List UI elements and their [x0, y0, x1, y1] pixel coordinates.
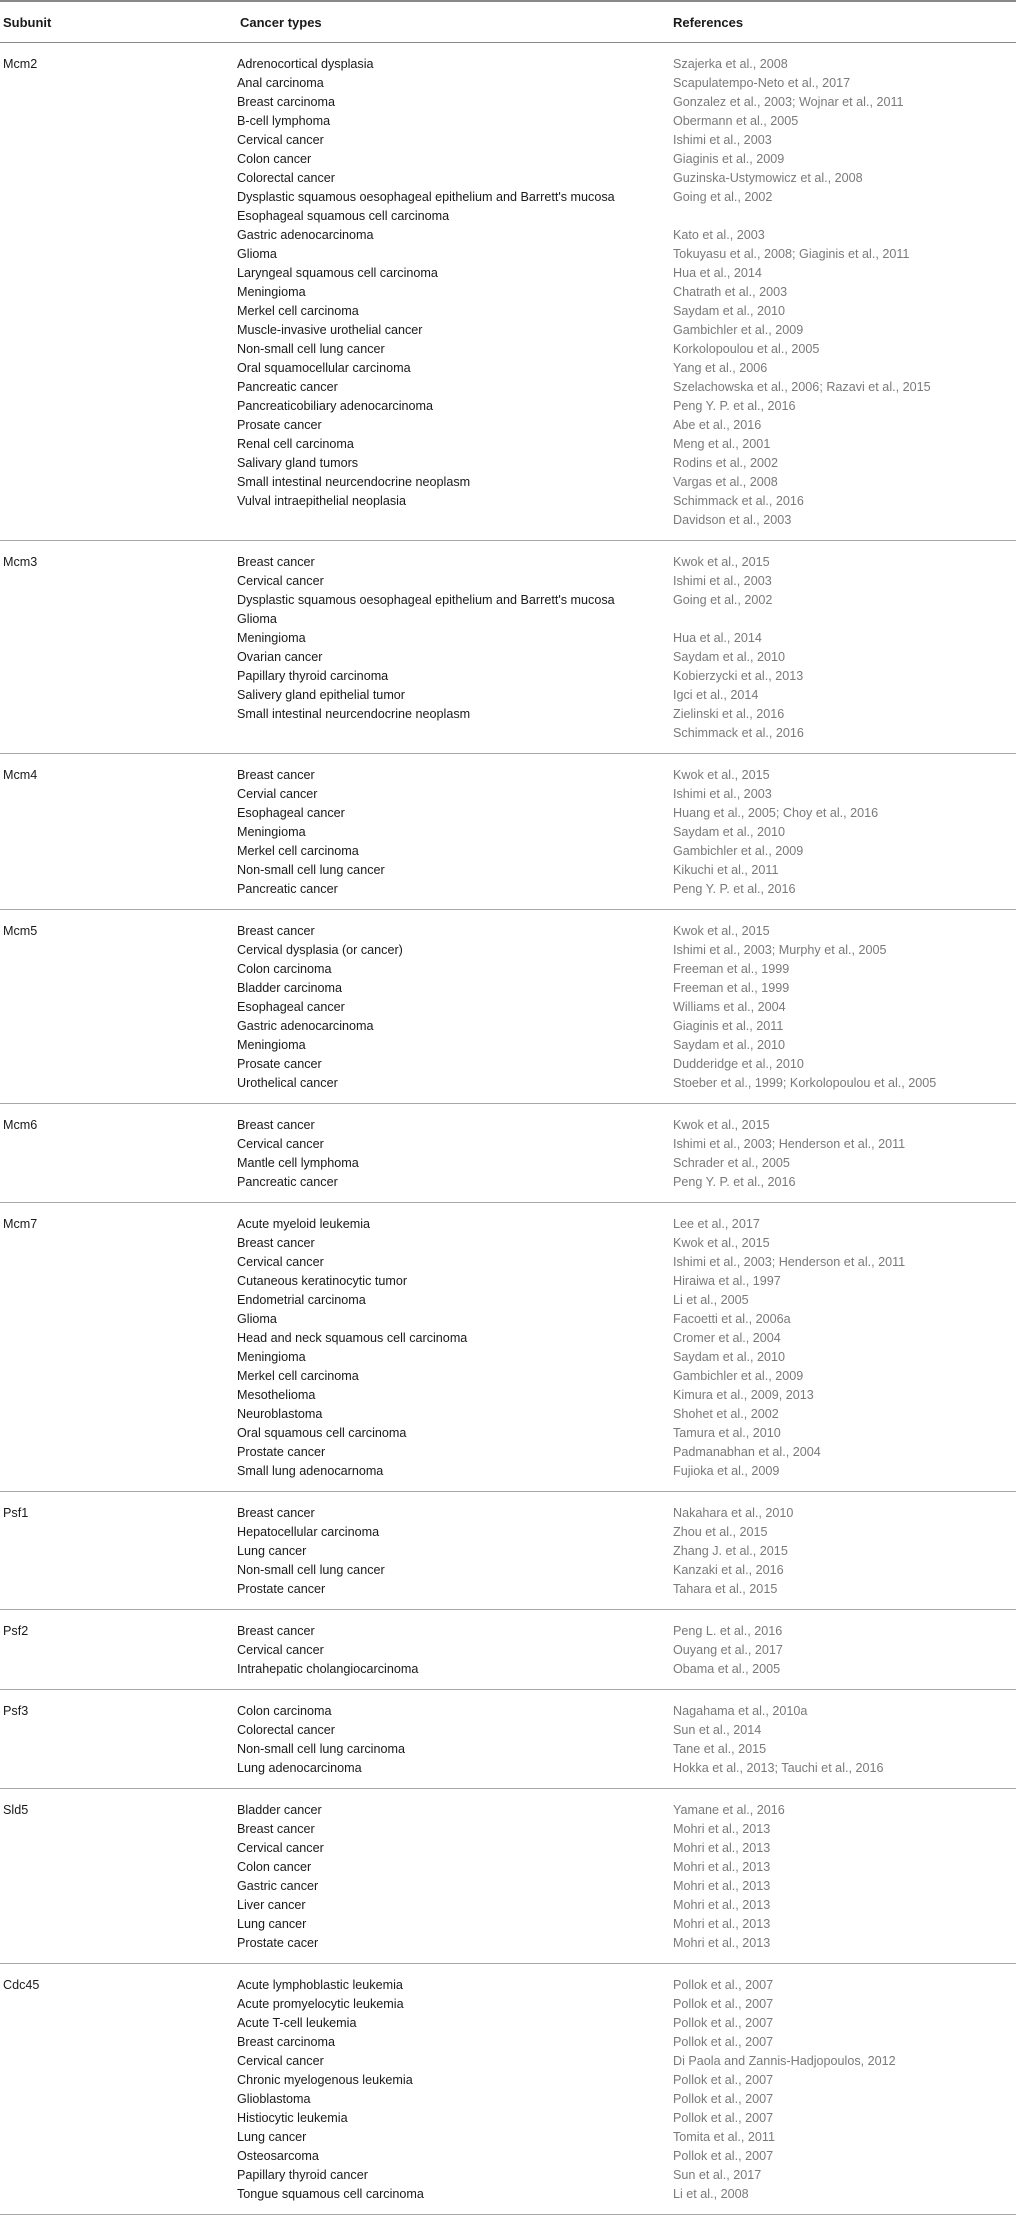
subunit-cell [0, 43, 237, 541]
reference-item: Kwok et al., 2015 [673, 924, 770, 938]
cancer-type-item: Non-small cell lung cancer [237, 1563, 385, 1577]
reference-item: Pollok et al., 2007 [673, 2073, 774, 2087]
cancer-type-item: Prostate cancer [237, 1582, 326, 1596]
reference-item: Chatrath et al., 2003 [673, 285, 788, 299]
cancer-types-cell [237, 754, 673, 910]
cancer-type-item: Meningioma [237, 631, 306, 645]
cancer-type-item: Breast cancer [237, 768, 315, 782]
reference-item: Mohri et al., 2013 [673, 1898, 771, 1912]
reference-item: Rodins et al., 2002 [673, 456, 779, 470]
reference-item: Hiraiwa et al., 1997 [673, 1274, 781, 1288]
subunit-group-mcm7 [0, 1203, 1016, 1492]
cancer-type-item: Colon cancer [237, 152, 312, 166]
cancer-type-item: Small lung adenocarnoma [237, 1464, 384, 1478]
reference-item: Sun et al., 2014 [673, 1723, 762, 1737]
reference-item: Igci et al., 2014 [673, 688, 759, 702]
cancer-type-item: Tongue squamous cell carcinoma [237, 2187, 424, 2201]
subunit-group-mcm2 [0, 43, 1016, 541]
cancer-type-item: Esophageal squamous cell carcinoma [237, 209, 450, 223]
cancer-type-item: Meningioma [237, 1350, 306, 1364]
reference-item: Kwok et al., 2015 [673, 555, 770, 569]
cancer-type-item: Bladder carcinoma [237, 981, 342, 995]
cancer-type-item: Urothelical cancer [237, 1076, 338, 1090]
cancer-type-item: Gastric adenocarcinoma [237, 1019, 374, 1033]
cancer-types-cell [237, 1492, 673, 1610]
reference-item: Mohri et al., 2013 [673, 1917, 771, 1931]
cancer-type-item: Glioma [237, 1312, 277, 1326]
cancer-type-item: Cervial cancer [237, 787, 318, 801]
reference-item: Gambichler et al., 2009 [673, 1369, 804, 1383]
cancer-type-item: Laryngeal squamous cell carcinoma [237, 266, 438, 280]
subunit-group-sld5 [0, 1789, 1016, 1964]
reference-item: Williams et al., 2004 [673, 1000, 786, 1014]
cancer-type-item: Mesothelioma [237, 1388, 316, 1402]
reference-item: Tokuyasu et al., 2008; Giaginis et al., 2011 [673, 247, 910, 261]
reference-item: Zhou et al., 2015 [673, 1525, 768, 1539]
reference-item: Going et al., 2002 [673, 593, 773, 607]
cancer-type-item: Meningioma [237, 1038, 306, 1052]
reference-item: Kwok et al., 2015 [673, 1118, 770, 1132]
cancer-type-item: Cervical cancer [237, 2054, 324, 2068]
references-cell [673, 43, 1016, 541]
cancer-types-cell [237, 1964, 673, 2215]
cancer-type-item: Breast cancer [237, 1822, 315, 1836]
reference-item: Davidson et al., 2003 [673, 513, 792, 527]
cancer-type-item: Gastric adenocarcinoma [237, 228, 374, 242]
reference-item: Pollok et al., 2007 [673, 2035, 774, 2049]
cancer-type-item: Chronic myelogenous leukemia [237, 2073, 413, 2087]
cancer-type-item: Intrahepatic cholangiocarcinoma [237, 1662, 419, 1676]
reference-item: Ishimi et al., 2003; Murphy et al., 2005 [673, 943, 887, 957]
cancer-type-item: Cervical cancer [237, 1841, 324, 1855]
cancer-type-item: Liver cancer [237, 1898, 306, 1912]
cancer-type-item: Small intestinal neurcendocrine neoplasm [237, 475, 471, 489]
cancer-type-item: Pancreatic cancer [237, 1175, 338, 1189]
cancer-types-cell [237, 1690, 673, 1789]
reference-item: Zhang J. et al., 2015 [673, 1544, 788, 1558]
cancer-type-item: Prosate cancer [237, 1057, 322, 1071]
cancer-type-item: Lung cancer [237, 2130, 307, 2144]
cancer-types-cell [237, 1610, 673, 1690]
cancer-type-item: Bladder cancer [237, 1803, 322, 1817]
cancer-type-item: Salivery gland epithelial tumor [237, 688, 406, 702]
cancer-type-item: Mantle cell lymphoma [237, 1156, 359, 1170]
cancer-type-item: Histiocytic leukemia [237, 2111, 348, 2125]
cancer-type-item: Breast cancer [237, 1624, 315, 1638]
cancer-type-item: Acute lymphoblastic leukemia [237, 1978, 403, 1992]
reference-item: Ishimi et al., 2003; Henderson et al., 2011 [673, 1137, 906, 1151]
cancer-type-item: Esophageal cancer [237, 806, 345, 820]
reference-item: Kwok et al., 2015 [673, 1236, 770, 1250]
cancer-types-cell [237, 541, 673, 754]
cancer-type-item: Osteosarcoma [237, 2149, 319, 2163]
cancer-types-cell [237, 910, 673, 1104]
references-cell [673, 1610, 1016, 1690]
subunit-name: Mcm5 [3, 924, 38, 938]
reference-item: Huang et al., 2005; Choy et al., 2016 [673, 806, 879, 820]
cancer-type-item: Breast cancer [237, 924, 315, 938]
reference-item: Peng Y. P. et al., 2016 [673, 882, 796, 896]
cancer-type-item: Pancreatic cancer [237, 380, 338, 394]
cancer-type-item: Merkel cell carcinoma [237, 844, 359, 858]
references-cell [673, 1203, 1016, 1492]
reference-item: Ishimi et al., 2003 [673, 787, 772, 801]
reference-item: Giaginis et al., 2011 [673, 1019, 784, 1033]
cancer-type-item: Prosate cancer [237, 418, 322, 432]
reference-item: Pollok et al., 2007 [673, 2016, 774, 2030]
cancer-type-item: Renal cell carcinoma [237, 437, 354, 451]
reference-item: Szelachowska et al., 2006; Razavi et al., 2015 [673, 380, 931, 394]
reference-item: Ishimi et al., 2003; Henderson et al., 2011 [673, 1255, 906, 1269]
reference-item: Zielinski et al., 2016 [673, 707, 785, 721]
cancer-type-item: Oral squamocellular carcinoma [237, 361, 411, 375]
references-cell [673, 1964, 1016, 2215]
reference-item: Giaginis et al., 2009 [673, 152, 785, 166]
cancer-type-item: Papillary thyroid carcinoma [237, 669, 389, 683]
reference-item: Freeman et al., 1999 [673, 981, 790, 995]
cancer-type-item: Muscle-invasive urothelial cancer [237, 323, 423, 337]
reference-item: Saydam et al., 2010 [673, 304, 786, 318]
reference-item: Gambichler et al., 2009 [673, 323, 804, 337]
reference-item: Kimura et al., 2009, 2013 [673, 1388, 814, 1402]
cancer-type-item: Cervical cancer [237, 133, 324, 147]
subunit-cell [0, 1610, 237, 1690]
cancer-type-item: Non-small cell lung cancer [237, 342, 385, 356]
subunit-cell [0, 1789, 237, 1964]
cancer-type-item: Head and neck squamous cell carcinoma [237, 1331, 468, 1345]
reference-item: Stoeber et al., 1999; Korkolopoulou et al., 2005 [673, 1076, 937, 1090]
references-cell [673, 1104, 1016, 1203]
cancer-type-item: Colorectal cancer [237, 1723, 335, 1737]
subunit-group-psf2 [0, 1610, 1016, 1690]
reference-item: Saydam et al., 2010 [673, 1350, 786, 1364]
cancer-type-item: Ovarian cancer [237, 650, 323, 664]
cancer-type-item: Colon cancer [237, 1860, 312, 1874]
cancer-type-item: Small intestinal neurcendocrine neoplasm [237, 707, 471, 721]
references-cell [673, 1690, 1016, 1789]
cancer-type-item: Breast carcinoma [237, 95, 335, 109]
header-references: References [673, 1, 1016, 43]
cancer-type-item: Cervical dysplasia (or cancer) [237, 943, 403, 957]
subunit-name: Psf1 [3, 1506, 29, 1520]
reference-item: Kwok et al., 2015 [673, 768, 770, 782]
reference-item: Mohri et al., 2013 [673, 1860, 771, 1874]
cancer-type-item: Pancreaticobiliary adenocarcinoma [237, 399, 434, 413]
cancer-type-item: Neuroblastoma [237, 1407, 323, 1421]
cancer-type-item: B-cell lymphoma [237, 114, 331, 128]
reference-item: Mohri et al., 2013 [673, 1841, 771, 1855]
reference-item: Abe et al., 2016 [673, 418, 762, 432]
subunit-name: Mcm3 [3, 555, 38, 569]
reference-item: Kikuchi et al., 2011 [673, 863, 779, 877]
reference-item: Saydam et al., 2010 [673, 825, 786, 839]
reference-item: Shohet et al., 2002 [673, 1407, 779, 1421]
reference-item: Meng et al., 2001 [673, 437, 771, 451]
reference-item: Saydam et al., 2010 [673, 1038, 786, 1052]
table-body [0, 43, 1016, 2215]
reference-item: Fujioka et al., 2009 [673, 1464, 780, 1478]
cancer-type-item: Acute myeloid leukemia [237, 1217, 370, 1231]
subunit-cell [0, 541, 237, 754]
cancer-type-item: Glioblastoma [237, 2092, 311, 2106]
reference-item: Freeman et al., 1999 [673, 962, 790, 976]
header-subunit: Subunit [0, 1, 237, 43]
cancer-type-item: Glioma [237, 247, 277, 261]
reference-item: Padmanabhan et al., 2004 [673, 1445, 821, 1459]
reference-item: Nagahama et al., 2010a [673, 1704, 808, 1718]
cancer-type-item: Endometrial carcinoma [237, 1293, 366, 1307]
reference-item: Facoetti et al., 2006a [673, 1312, 791, 1326]
cancer-type-item: Merkel cell carcinoma [237, 304, 359, 318]
reference-item: Yang et al., 2006 [673, 361, 768, 375]
subunit-name: Mcm2 [3, 57, 38, 71]
cancer-types-cell [237, 43, 673, 541]
subunit-cell [0, 754, 237, 910]
subunit-name: Mcm6 [3, 1118, 38, 1132]
reference-item: Scapulatempo-Neto et al., 2017 [673, 76, 851, 90]
reference-item: Guzinska-Ustymowicz et al., 2008 [673, 171, 863, 185]
subunit-cell [0, 1964, 237, 2215]
subunit-name: Psf2 [3, 1624, 29, 1638]
cancer-type-item: Prostate cacer [237, 1936, 319, 1950]
reference-item: Szajerka et al., 2008 [673, 57, 788, 71]
cancer-type-item: Breast cancer [237, 1236, 315, 1250]
subunit-name: Psf3 [3, 1704, 29, 1718]
cancer-type-item: Lung adenocarcinoma [237, 1761, 362, 1775]
subunit-name: Sld5 [3, 1803, 29, 1817]
cancer-type-item: Lung cancer [237, 1544, 307, 1558]
references-cell [673, 541, 1016, 754]
reference-item: Schimmack et al., 2016 [673, 494, 804, 508]
reference-item: Mohri et al., 2013 [673, 1879, 771, 1893]
cancer-type-item: Merkel cell carcinoma [237, 1369, 359, 1383]
subunit-group-mcm5 [0, 910, 1016, 1104]
header-cancer-types: Cancer types [237, 1, 673, 43]
cancer-type-item: Adrenocortical dysplasia [237, 57, 374, 71]
reference-item: Peng Y. P. et al., 2016 [673, 1175, 796, 1189]
reference-item: Pollok et al., 2007 [673, 2092, 774, 2106]
reference-item: Obermann et al., 2005 [673, 114, 799, 128]
subunit-cell [0, 1104, 237, 1203]
subunit-group-mcm6 [0, 1104, 1016, 1203]
cancer-type-item: Glioma [237, 612, 277, 626]
cancer-type-item: Dysplastic squamous oesophageal epithelium and Barrett's mucosa [237, 593, 615, 607]
cancer-type-item: Prostate cancer [237, 1445, 326, 1459]
cancer-type-item: Cervical cancer [237, 1137, 324, 1151]
cancer-type-item: Breast cancer [237, 1118, 315, 1132]
subunit-name: Mcm7 [3, 1217, 38, 1231]
references-cell [673, 910, 1016, 1104]
subunit-group-cdc45 [0, 1964, 1016, 2215]
reference-item: Ishimi et al., 2003 [673, 574, 772, 588]
cancer-type-item: Pancreatic cancer [237, 882, 338, 896]
reference-item: Peng L. et al., 2016 [673, 1624, 783, 1638]
reference-item: Tomita et al., 2011 [673, 2130, 775, 2144]
cancer-type-item: Lung cancer [237, 1917, 307, 1931]
reference-item: Gambichler et al., 2009 [673, 844, 804, 858]
reference-item: Nakahara et al., 2010 [673, 1506, 794, 1520]
cancer-type-item: Cervical cancer [237, 1643, 324, 1657]
subunit-group-psf1 [0, 1492, 1016, 1610]
cancer-type-item: Esophageal cancer [237, 1000, 345, 1014]
reference-item: Vargas et al., 2008 [673, 475, 778, 489]
reference-item: Tamura et al., 2010 [673, 1426, 781, 1440]
cancer-type-item: Acute promyelocytic leukemia [237, 1997, 404, 2011]
reference-item: Cromer et al., 2004 [673, 1331, 781, 1345]
references-cell [673, 1789, 1016, 1964]
reference-item: Lee et al., 2017 [673, 1217, 760, 1231]
reference-item: Hua et al., 2014 [673, 631, 762, 645]
cancer-types-cell [237, 1789, 673, 1964]
cancer-type-item: Cervical cancer [237, 1255, 324, 1269]
cancer-type-item: Papillary thyroid cancer [237, 2168, 368, 2182]
subunit-group-psf3 [0, 1690, 1016, 1789]
reference-item: Yamane et al., 2016 [673, 1803, 785, 1817]
cancer-type-item: Oral squamous cell carcinoma [237, 1426, 407, 1440]
cancer-type-item: Breast cancer [237, 555, 315, 569]
references-cell [673, 1492, 1016, 1610]
subunit-group-mcm3 [0, 541, 1016, 754]
subunit-cell [0, 910, 237, 1104]
reference-item: Di Paola and Zannis-Hadjopoulos, 2012 [673, 2054, 896, 2068]
reference-item: Pollok et al., 2007 [673, 1978, 774, 1992]
subunit-name: Mcm4 [3, 768, 38, 782]
reference-item: Ishimi et al., 2003 [673, 133, 772, 147]
cancer-type-item: Cutaneous keratinocytic tumor [237, 1274, 408, 1288]
reference-item: Gonzalez et al., 2003; Wojnar et al., 2011 [673, 95, 904, 109]
reference-item: Dudderidge et al., 2010 [673, 1057, 804, 1071]
cancer-types-cell [237, 1203, 673, 1492]
reference-item: Peng Y. P. et al., 2016 [673, 399, 796, 413]
cancer-type-item: Cervical cancer [237, 574, 324, 588]
subunit-cell [0, 1492, 237, 1610]
reference-item: Tahara et al., 2015 [673, 1582, 778, 1596]
reference-item: Tane et al., 2015 [673, 1742, 767, 1756]
cancer-type-item: Hepatocellular carcinoma [237, 1525, 380, 1539]
reference-item: Kato et al., 2003 [673, 228, 765, 242]
reference-item: Kobierzycki et al., 2013 [673, 669, 804, 683]
cancer-type-item: Salivary gland tumors [237, 456, 359, 470]
reference-item: Pollok et al., 2007 [673, 1997, 774, 2011]
cancer-type-item: Anal carcinoma [237, 76, 324, 90]
reference-item: Kanzaki et al., 2016 [673, 1563, 784, 1577]
reference-item: Schrader et al., 2005 [673, 1156, 790, 1170]
cancer-type-item: Acute T-cell leukemia [237, 2016, 357, 2030]
subunit-name: Cdc45 [3, 1978, 40, 1992]
table-header-row [0, 1, 1016, 43]
reference-item: Hua et al., 2014 [673, 266, 762, 280]
reference-item: Pollok et al., 2007 [673, 2111, 774, 2125]
cancer-type-item: Colorectal cancer [237, 171, 335, 185]
reference-item: Going et al., 2002 [673, 190, 773, 204]
reference-item: Mohri et al., 2013 [673, 1822, 771, 1836]
reference-item: Pollok et al., 2007 [673, 2149, 774, 2163]
cancer-types-cell [237, 1104, 673, 1203]
cancer-type-item: Meningioma [237, 285, 306, 299]
reference-item: Mohri et al., 2013 [673, 1936, 771, 1950]
reference-item: Li et al., 2008 [673, 2187, 749, 2201]
reference-item: Ouyang et al., 2017 [673, 1643, 783, 1657]
references-cell [673, 754, 1016, 910]
reference-item: Korkolopoulou et al., 2005 [673, 342, 820, 356]
subunit-cell [0, 1203, 237, 1492]
cancer-type-item: Dysplastic squamous oesophageal epithelium and Barrett's mucosa [237, 190, 615, 204]
cancer-type-item: Non-small cell lung carcinoma [237, 1742, 405, 1756]
reference-item: Schimmack et al., 2016 [673, 726, 804, 740]
reference-item: Hokka et al., 2013; Tauchi et al., 2016 [673, 1761, 884, 1775]
cancer-type-item: Breast cancer [237, 1506, 315, 1520]
cancer-type-item: Colon carcinoma [237, 962, 332, 976]
cancer-type-item: Colon carcinoma [237, 1704, 332, 1718]
reference-item: Sun et al., 2017 [673, 2168, 762, 2182]
cancer-type-item: Breast carcinoma [237, 2035, 335, 2049]
subunit-cell [0, 1690, 237, 1789]
reference-item: Li et al., 2005 [673, 1293, 749, 1307]
reference-item: Saydam et al., 2010 [673, 650, 786, 664]
reference-item: Obama et al., 2005 [673, 1662, 781, 1676]
cancer-type-item: Gastric cancer [237, 1879, 319, 1893]
cancer-type-item: Vulval intraepithelial neoplasia [237, 494, 406, 508]
cancer-type-item: Meningioma [237, 825, 306, 839]
subunit-group-mcm4 [0, 754, 1016, 910]
cancer-type-item: Non-small cell lung cancer [237, 863, 385, 877]
